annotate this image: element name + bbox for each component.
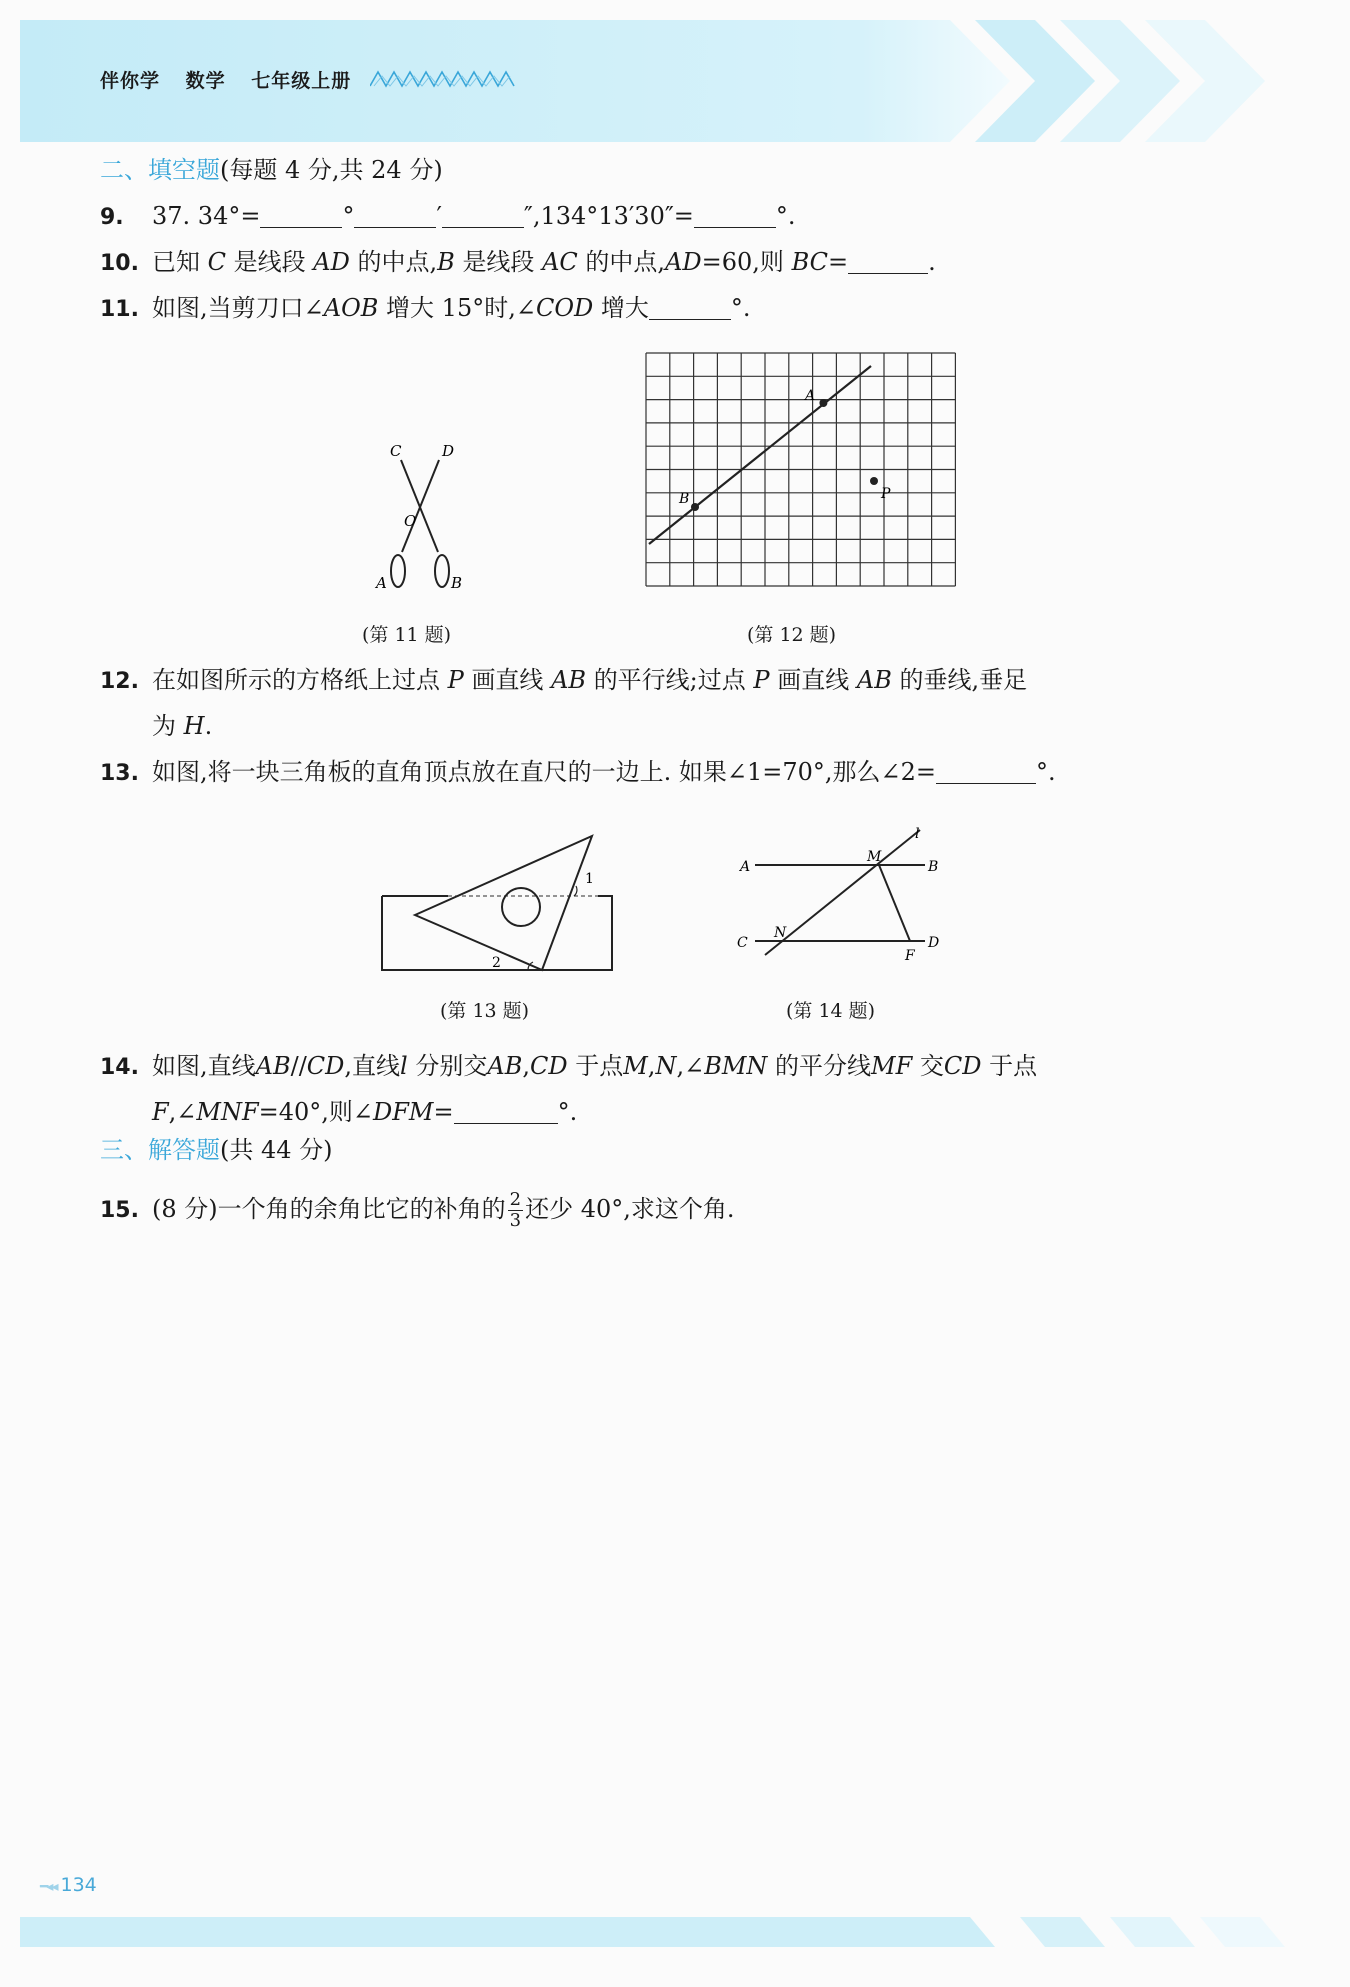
q10-text: 是线段 bbox=[233, 248, 306, 276]
q12-text: 的平行线;过点 bbox=[593, 666, 746, 694]
grid-lines bbox=[646, 353, 955, 586]
q14-var: N bbox=[655, 1052, 677, 1080]
q14-text: =40°,则∠ bbox=[258, 1098, 374, 1126]
q10-text: =60,则 bbox=[701, 248, 784, 276]
q14-var: AB bbox=[487, 1052, 523, 1080]
question-10 bbox=[100, 246, 936, 280]
q10-var: C bbox=[207, 248, 227, 276]
section-note: (每题 4 分,共 24 分) bbox=[220, 156, 443, 184]
question-14 bbox=[100, 1050, 1037, 1084]
q12-text: 在如图所示的方格纸上过点 bbox=[152, 666, 440, 694]
q14-text: 如图,直线 bbox=[152, 1052, 256, 1080]
header-book: 伴你学 bbox=[100, 70, 161, 92]
q10-var: BC bbox=[791, 248, 829, 276]
q11-text: 如图,当剪刀口∠ bbox=[152, 294, 324, 322]
q14-text: = bbox=[433, 1098, 454, 1126]
label-d: D bbox=[928, 935, 940, 951]
question-number: 15. bbox=[100, 1198, 139, 1223]
q11-var: COD bbox=[535, 294, 594, 322]
section-solve-heading bbox=[100, 1134, 333, 1166]
q13-text: 如图,将一块三角板的直角顶点放在直尺的一边上. 如果∠1=70°,那么∠2= bbox=[152, 758, 937, 786]
q14-var: CD bbox=[529, 1052, 568, 1080]
fraction-denominator: 3 bbox=[509, 1210, 522, 1231]
q10-text: 已知 bbox=[152, 248, 200, 276]
q13-end: °. bbox=[1036, 758, 1056, 786]
answer-blank[interactable] bbox=[848, 249, 928, 274]
q11-end: °. bbox=[730, 294, 751, 322]
q9-end: °. bbox=[775, 202, 796, 230]
q12-var: P bbox=[447, 666, 464, 694]
answer-blank[interactable] bbox=[454, 1099, 558, 1124]
q12-text: 画直线 bbox=[777, 666, 850, 694]
answer-blank[interactable] bbox=[260, 203, 342, 228]
arrow-icon: ━◂◂ bbox=[40, 1879, 57, 1895]
label-a: A bbox=[740, 859, 751, 875]
question-13 bbox=[100, 756, 1056, 790]
question-number: 13. bbox=[100, 761, 139, 786]
label-a: A bbox=[805, 388, 816, 404]
q11-var: AOB bbox=[323, 294, 379, 322]
figure-14-parallel-lines bbox=[735, 820, 955, 970]
q14-var: CD bbox=[943, 1052, 982, 1080]
footer-chevron-band bbox=[20, 1917, 1330, 1947]
question-12 bbox=[100, 664, 1027, 698]
question-15 bbox=[100, 1190, 735, 1231]
header-subject: 数学 bbox=[185, 70, 226, 92]
question-number: 10. bbox=[100, 251, 139, 276]
header-grade: 七年级上册 bbox=[251, 70, 352, 92]
question-9 bbox=[100, 200, 796, 234]
q14-end: °. bbox=[557, 1098, 578, 1126]
figure-12-grid bbox=[645, 352, 957, 592]
label-b: B bbox=[928, 859, 939, 875]
q11-text: 增大 bbox=[600, 294, 649, 322]
q9-degree: ° bbox=[342, 202, 355, 230]
answer-blank[interactable] bbox=[936, 759, 1036, 784]
set-square bbox=[415, 836, 592, 970]
question-number: 14. bbox=[100, 1055, 139, 1080]
q15-text: 还少 40°,求这个角. bbox=[525, 1195, 735, 1223]
q10-end: . bbox=[928, 248, 936, 276]
q12-end: . bbox=[204, 712, 213, 740]
label-l: l bbox=[915, 826, 920, 842]
figure-12-caption: (第 12 题) bbox=[747, 624, 837, 646]
section-title: 三、解答题 bbox=[100, 1136, 220, 1164]
question-number: 11. bbox=[100, 297, 139, 322]
q10-text: = bbox=[828, 248, 849, 276]
fraction-numerator: 2 bbox=[509, 1189, 522, 1210]
q11-text: 增大 15°时,∠ bbox=[386, 294, 536, 322]
q12-text: 的垂线,垂足 bbox=[899, 666, 1028, 694]
q10-text: 是线段 bbox=[462, 248, 535, 276]
q9-text: 37. 34°= bbox=[152, 202, 261, 230]
q14-var: l bbox=[400, 1052, 408, 1080]
q9-minute: ′ bbox=[436, 202, 442, 230]
q10-var: AD bbox=[665, 248, 702, 276]
label-1: 1 bbox=[585, 871, 594, 887]
q10-text: 的中点, bbox=[585, 248, 666, 276]
q14-var: BMN bbox=[704, 1052, 768, 1080]
q10-var: B bbox=[437, 248, 455, 276]
label-a: A bbox=[376, 574, 387, 592]
q10-var: AD bbox=[313, 248, 350, 276]
question-14-cont bbox=[152, 1096, 577, 1128]
q14-text: , bbox=[647, 1052, 656, 1080]
q14-var: CD bbox=[306, 1052, 345, 1080]
label-m: M bbox=[867, 849, 882, 865]
q14-text: 分别交 bbox=[415, 1052, 488, 1080]
q14-text: // bbox=[290, 1052, 307, 1080]
q14-text: 于点 bbox=[575, 1052, 624, 1080]
q15-text: (8 分)一个角的余角比它的补角的 bbox=[152, 1195, 506, 1223]
label-c: C bbox=[390, 442, 402, 460]
point-a bbox=[819, 399, 827, 407]
q14-text: 交 bbox=[919, 1052, 944, 1080]
question-11 bbox=[100, 292, 751, 326]
question-number: 9. bbox=[100, 205, 124, 230]
figure-13-ruler-triangle bbox=[378, 826, 628, 976]
answer-blank[interactable] bbox=[354, 203, 436, 228]
question-12-cont bbox=[152, 710, 212, 742]
label-n: N bbox=[774, 925, 787, 941]
line-l bbox=[765, 830, 920, 955]
label-b: B bbox=[679, 491, 690, 507]
q12-var: AB bbox=[856, 666, 892, 694]
section-title: 二、填空题 bbox=[100, 156, 220, 184]
q12-var: AB bbox=[551, 666, 587, 694]
figure-13-caption: (第 13 题) bbox=[440, 1000, 530, 1022]
section-note: (共 44 分) bbox=[220, 1136, 333, 1164]
question-number: 12. bbox=[100, 669, 139, 694]
q10-text: 的中点, bbox=[357, 248, 438, 276]
q14-var: MNF bbox=[196, 1098, 259, 1126]
q14-var: MF bbox=[871, 1052, 913, 1080]
figure-11-caption: (第 11 题) bbox=[362, 624, 452, 646]
label-b: B bbox=[451, 574, 463, 592]
segment-mf bbox=[879, 865, 910, 941]
q14-text: ,∠ bbox=[676, 1052, 705, 1080]
q9-second: ″,134°13′30″= bbox=[523, 202, 694, 230]
point-b bbox=[691, 503, 699, 511]
fraction-two-thirds bbox=[508, 1190, 523, 1231]
figure-14-caption: (第 14 题) bbox=[786, 1000, 876, 1022]
scissor-handle-a bbox=[391, 555, 405, 587]
label-p: P bbox=[881, 486, 891, 502]
point-p bbox=[870, 477, 878, 485]
q14-text: , bbox=[522, 1052, 530, 1080]
q12-text: 为 bbox=[152, 712, 176, 740]
page-number bbox=[40, 1874, 97, 1896]
q14-text: 于点 bbox=[989, 1052, 1038, 1080]
q10-var: AC bbox=[542, 248, 578, 276]
label-o: O bbox=[404, 512, 417, 530]
section-fill-in-heading bbox=[100, 154, 443, 186]
q14-text: 的平分线 bbox=[775, 1052, 872, 1080]
line-ab bbox=[649, 366, 871, 544]
answer-blank[interactable] bbox=[694, 203, 776, 228]
angle-1-arc bbox=[574, 886, 577, 896]
q14-text: ,直线 bbox=[344, 1052, 401, 1080]
mountain-pattern-icon bbox=[370, 70, 515, 88]
answer-blank[interactable] bbox=[442, 203, 524, 228]
set-square-hole bbox=[502, 888, 540, 926]
label-f: F bbox=[905, 948, 915, 964]
page-number-text: 134 bbox=[60, 1874, 97, 1896]
label-d: D bbox=[442, 442, 455, 460]
q14-text: ,∠ bbox=[168, 1098, 197, 1126]
figure-11-scissors bbox=[370, 430, 480, 600]
label-c: C bbox=[737, 935, 748, 951]
q14-var: M bbox=[623, 1052, 648, 1080]
header-title bbox=[100, 66, 369, 93]
label-2: 2 bbox=[492, 955, 501, 971]
scissor-handle-b bbox=[435, 555, 449, 587]
q14-var: DFM bbox=[373, 1098, 434, 1126]
answer-blank[interactable] bbox=[649, 295, 731, 320]
q14-var: AB bbox=[255, 1052, 291, 1080]
q12-var: H bbox=[183, 712, 205, 740]
q14-var: F bbox=[152, 1098, 169, 1126]
q12-var: P bbox=[753, 666, 770, 694]
q12-text: 画直线 bbox=[471, 666, 544, 694]
